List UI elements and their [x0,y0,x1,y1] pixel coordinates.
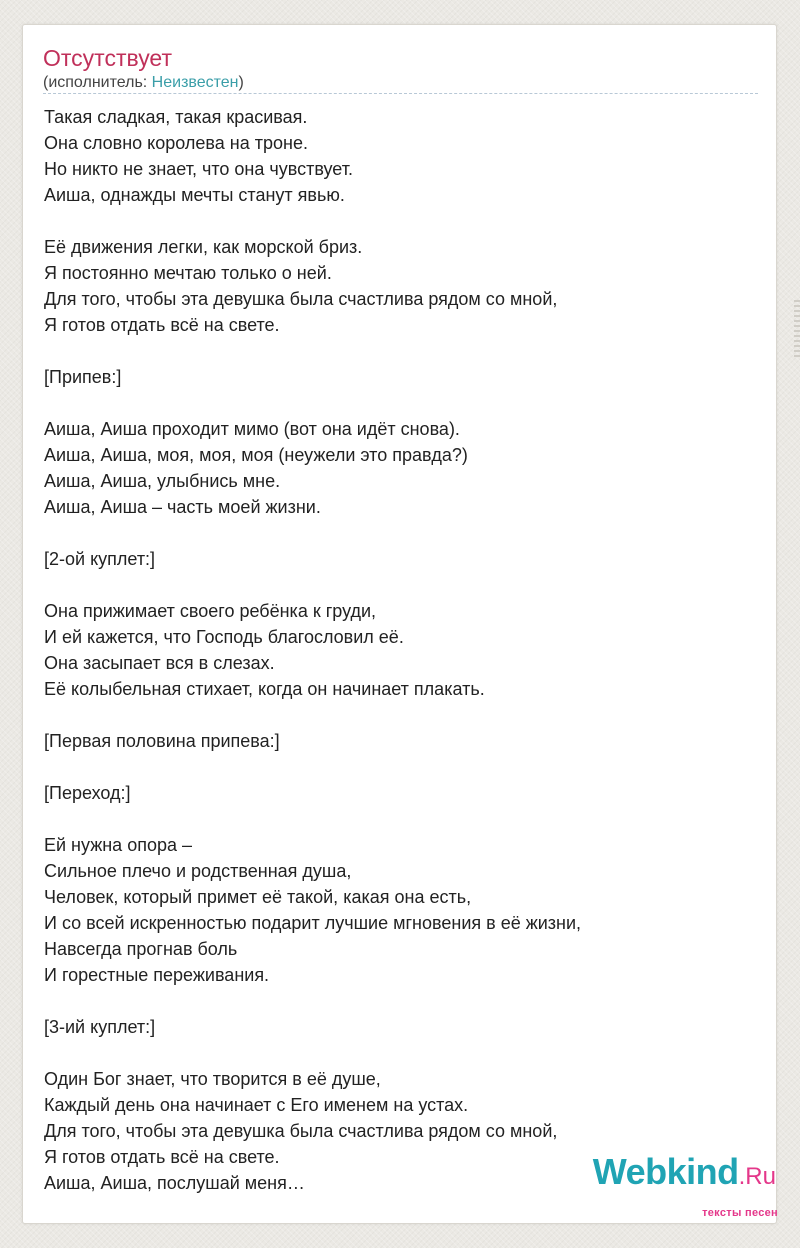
logo-tagline: тексты песен [702,1207,778,1219]
side-scroll-indicator [794,300,800,360]
artist-prefix: (исполнитель: [43,74,152,91]
artist-line [43,73,244,93]
lyrics-text: Такая сладкая, такая красивая. Она словно королева на троне. Но никто не знает, что она чувствует. Аиша, однажды мечты станут явью. Её движения легки, как морской бриз. Я постоянно мечтаю только о ней. Для того, чтобы эта девушка была счастлива рядом со мной, Я готов отдать всё на свете. [Припев:] Аиша, Аиша проходит мимо (вот она идёт снова). Аиша, Аиша, моя, моя, моя (неужели это правда?) Аиша, Аиша, улыбнись мне. Аиша, Аиша – часть моей жизни. [2-ой куплет:] Она прижимает своего ребёнка к груди, И ей кажется, что Господь благословил её. Она засыпает вся в слезах. Её колыбельная стихает, когда он начинает плакать. [Первая половина припева:] [Переход:] Ей нужна опора – Сильное плечо и родственная душа, Человек, который примет её такой, какая она есть, И со всей искренностью подарит лучшие мгновения в её жизни, Навсегда прогнав боль И горестные переживания. [3-ий куплет:] Один Бог знает, что творится в её душе, Каждый день она начинает с Его именем на устах. Для того, чтобы эта девушка была счастлива рядом со мной, Я готов отдать всё на свете. Аиша, Аиша, послушай меня… [44,107,582,1193]
artist-suffix: ) [238,74,244,91]
logo-domain: .Ru [738,1163,776,1190]
lyrics-card [22,24,777,1224]
song-title: Отсутствует [43,45,172,71]
site-logo[interactable] [592,1151,776,1192]
artist-name-link[interactable]: Неизвестен [151,74,239,91]
logo-wordmark: Webkind [592,1151,739,1192]
title-divider [43,93,758,94]
